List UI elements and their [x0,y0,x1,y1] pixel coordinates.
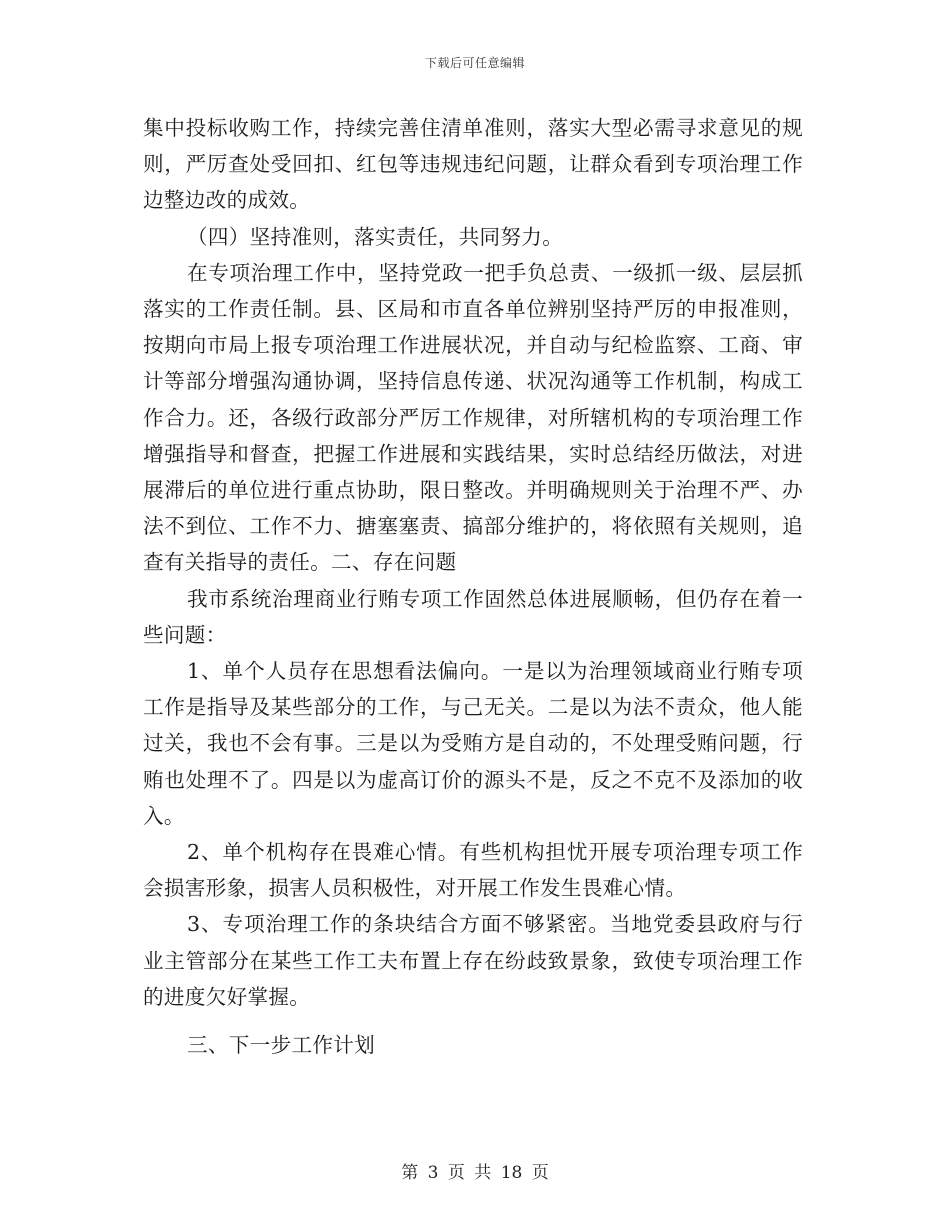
paragraph-problem-1: 1、单个人员存在思想看法偏向。一是以为治理领域商业行贿专项工作是指导及某些部分的工作，与己无关。二是以为法不责众，他人能过关，我也不会有事。三是以为受贿方是自动的，不处理受贿问题，行贿也处理不了。四是以为虚高订价的源头不是，反之不克不及添加的收入。 [143,659,803,828]
page-header-note: 下载后可任意编辑 [424,56,525,70]
paragraph-responsibility: 在专项治理工作中，坚持党政一把手负总责、一级抓一级、层层抓落实的工作责任制。县、区局和市直各单位辨别坚持严厉的申报准则，按期向市局上报专项治理工作进展状况，并自动与纪检监察、工商、审计等部分增强沟通协调，坚持信息传递、状况沟通等工作机制，构成工作合力。还，各级行政部分严厉工作规律，对所辖机构的专项治理工作增强指导和督查，把握工作进展和实践结果，实时总结经历做法，对进展滞后的单位进行重点协助，限日整改。并明确规则关于治理不严、办法不到位、工作不力、搪塞塞责、搞部分维护的，将依照有关规则，追查有关指导的责任。二、存在问题 [143,260,803,575]
page-number-footer: 第 3 页 共 18 页 [401,1163,549,1183]
paragraph-continuation: 集中投标收购工作，持续完善住清单准则，落实大型必需寻求意见的规则，严厉查处受回扣、红包等违规违纪问题，让群众看到专项治理工作边整边改的成效。 [143,116,803,213]
paragraph-problem-3: 3、专项治理工作的条块结合方面不够紧密。当地党委县政府与行业主管部分在某些工作工夫布置上存在纷歧致景象，致使专项治理工作的进度欠好掌握。 [143,912,803,1009]
paragraph-problems-intro: 我市系统治理商业行贿专项工作固然总体进展顺畅，但仍存在着一些问题： [143,586,803,647]
section-heading-next-plan: 三、下一步工作计划 [187,1033,376,1058]
paragraph-problem-2: 2、单个机构存在畏难心情。有些机构担忧开展专项治理专项工作会损害形象，损害人员积极性，对开展工作发生畏难心情。 [143,840,803,901]
subsection-heading-4: （四）坚持准则，落实责任，共同努力。 [187,224,564,249]
document-body [143,110,803,1063]
